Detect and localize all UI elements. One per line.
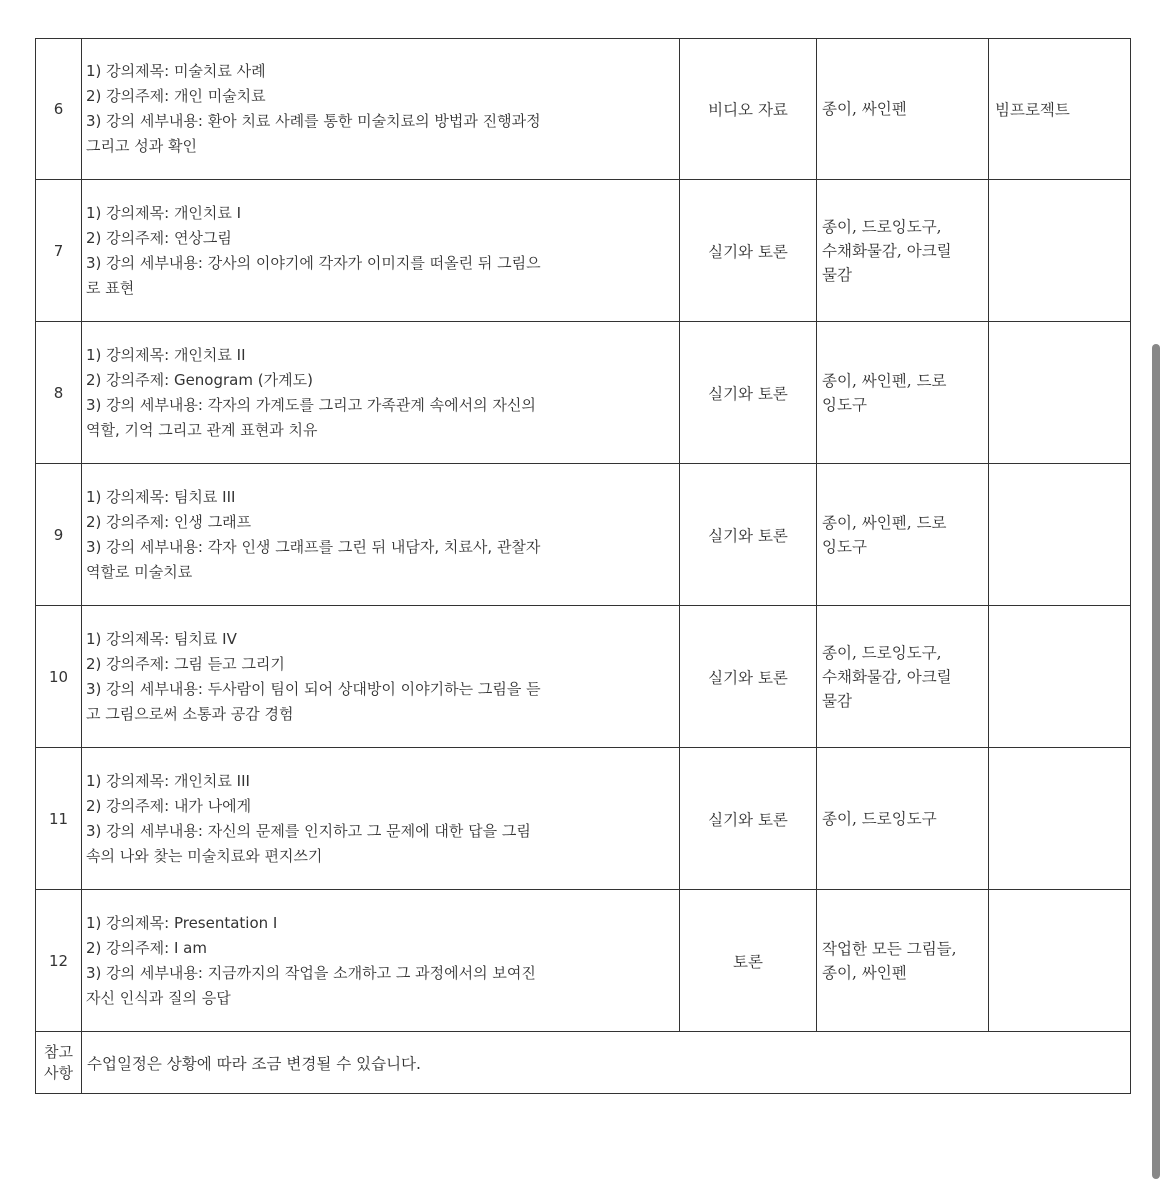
material-line: 종이, 드로잉도구, <box>822 217 942 236</box>
content-line: 고 그림으로써 소통과 공감 경험 <box>86 704 294 723</box>
content-line: 속의 나와 찾는 미술치료와 편지쓰기 <box>86 846 323 865</box>
material-line: 종이, 싸인펜 <box>822 100 907 118</box>
material-line: 종이, 싸인펜, 드로 <box>822 371 947 390</box>
content-line: 2) 강의주제: 개인 미술치료 <box>86 87 266 105</box>
lecture-content <box>82 748 680 890</box>
content-line: 그리고 성과 확인 <box>86 137 197 155</box>
content-line: 1) 강의제목: 팀치료 III <box>86 487 236 506</box>
table-row <box>36 890 1131 1032</box>
content-line: 1) 강의제목: Presentation I <box>86 913 278 932</box>
teaching-method: 실기와 토론 <box>680 322 817 464</box>
content-line: 1) 강의제목: 개인치료 I <box>86 203 242 222</box>
content-line: 역할로 미술치료 <box>86 562 193 581</box>
content-line: 3) 강의 세부내용: 각자 인생 그래프를 그린 뒤 내담자, 치료사, 관찰자 <box>86 537 541 556</box>
material-line: 종이, 드로잉도구, <box>822 643 942 662</box>
teaching-method: 실기와 토론 <box>680 464 817 606</box>
content-line: 3) 강의 세부내용: 자신의 문제를 인지하고 그 문제에 대한 답을 그림 <box>86 821 531 840</box>
table-row <box>36 39 1131 180</box>
note-label-line1: 참고 <box>44 1042 73 1061</box>
material-line: 종이, 싸인펜 <box>822 963 907 982</box>
content-line: 1) 강의제목: 개인치료 II <box>86 345 246 364</box>
equipment <box>989 890 1131 1032</box>
equipment <box>989 464 1131 606</box>
equipment <box>989 180 1131 322</box>
materials <box>817 39 989 180</box>
teaching-method: 실기와 토론 <box>680 180 817 322</box>
table-row <box>36 606 1131 748</box>
week-number: 7 <box>36 180 82 322</box>
content-line: 2) 강의주제: 그림 듣고 그리기 <box>86 654 285 673</box>
week-number: 8 <box>36 322 82 464</box>
note-label <box>36 1032 82 1094</box>
material-line: 수채화물감, 아크릴 <box>822 241 952 260</box>
material-line: 잉도구 <box>822 537 867 556</box>
content-line: 3) 강의 세부내용: 환아 치료 사례를 통한 미술치료의 방법과 진행과정 <box>86 112 541 130</box>
materials <box>817 322 989 464</box>
equipment <box>989 748 1131 890</box>
content-line: 2) 강의주제: Genogram (가계도) <box>86 370 313 389</box>
week-number: 10 <box>36 606 82 748</box>
content-line: 역할, 기억 그리고 관계 표현과 치유 <box>86 420 318 439</box>
note-row <box>36 1032 1131 1094</box>
materials <box>817 464 989 606</box>
material-line: 물감 <box>822 265 852 284</box>
teaching-method: 실기와 토론 <box>680 606 817 748</box>
note-label-line2: 사항 <box>44 1063 73 1082</box>
equipment: 빔프로젝트 <box>989 39 1131 180</box>
teaching-method: 토론 <box>680 890 817 1032</box>
teaching-method: 실기와 토론 <box>680 748 817 890</box>
equipment <box>989 322 1131 464</box>
content-line: 로 표현 <box>86 278 135 297</box>
content-line: 2) 강의주제: I am <box>86 938 207 957</box>
content-line: 1) 강의제목: 팀치료 IV <box>86 629 237 648</box>
content-line: 2) 강의주제: 연상그림 <box>86 228 232 247</box>
lecture-content <box>82 39 680 180</box>
week-number: 6 <box>36 39 82 180</box>
week-number: 11 <box>36 748 82 890</box>
content-line: 2) 강의주제: 내가 나에게 <box>86 796 252 815</box>
note-text: 수업일정은 상황에 따라 조금 변경될 수 있습니다. <box>82 1032 1131 1094</box>
content-line: 3) 강의 세부내용: 지금까지의 작업을 소개하고 그 과정에서의 보여진 <box>86 963 536 982</box>
table-row <box>36 464 1131 606</box>
material-line: 작업한 모든 그림들, <box>822 939 957 958</box>
syllabus-table <box>35 38 1131 1094</box>
week-number: 9 <box>36 464 82 606</box>
materials <box>817 890 989 1032</box>
material-line: 잉도구 <box>822 395 867 414</box>
teaching-method: 비디오 자료 <box>680 39 817 180</box>
table-body <box>36 39 1131 1094</box>
lecture-content <box>82 464 680 606</box>
content-line: 3) 강의 세부내용: 강사의 이야기에 각자가 이미지를 떠올린 뒤 그림으 <box>86 253 541 272</box>
material-line: 물감 <box>822 691 852 710</box>
materials <box>817 606 989 748</box>
lecture-content <box>82 180 680 322</box>
content-line: 자신 인식과 질의 응답 <box>86 988 231 1007</box>
equipment <box>989 606 1131 748</box>
table-row <box>36 748 1131 890</box>
content-line: 1) 강의제목: 개인치료 III <box>86 771 250 790</box>
lecture-content <box>82 606 680 748</box>
lecture-content <box>82 322 680 464</box>
materials <box>817 748 989 890</box>
material-line: 종이, 싸인펜, 드로 <box>822 513 947 532</box>
material-line: 수채화물감, 아크릴 <box>822 667 952 686</box>
table-row <box>36 180 1131 322</box>
scrollbar-thumb[interactable] <box>1152 344 1160 1179</box>
materials <box>817 180 989 322</box>
content-line: 3) 강의 세부내용: 각자의 가계도를 그리고 가족관계 속에서의 자신의 <box>86 395 536 414</box>
week-number: 12 <box>36 890 82 1032</box>
content-line: 2) 강의주제: 인생 그래프 <box>86 512 252 531</box>
material-line: 종이, 드로잉도구 <box>822 809 937 828</box>
content-line: 3) 강의 세부내용: 두사람이 팀이 되어 상대방이 이야기하는 그림을 듣 <box>86 679 541 698</box>
table-row <box>36 322 1131 464</box>
lecture-content <box>82 890 680 1032</box>
content-line: 1) 강의제목: 미술치료 사례 <box>86 62 266 80</box>
